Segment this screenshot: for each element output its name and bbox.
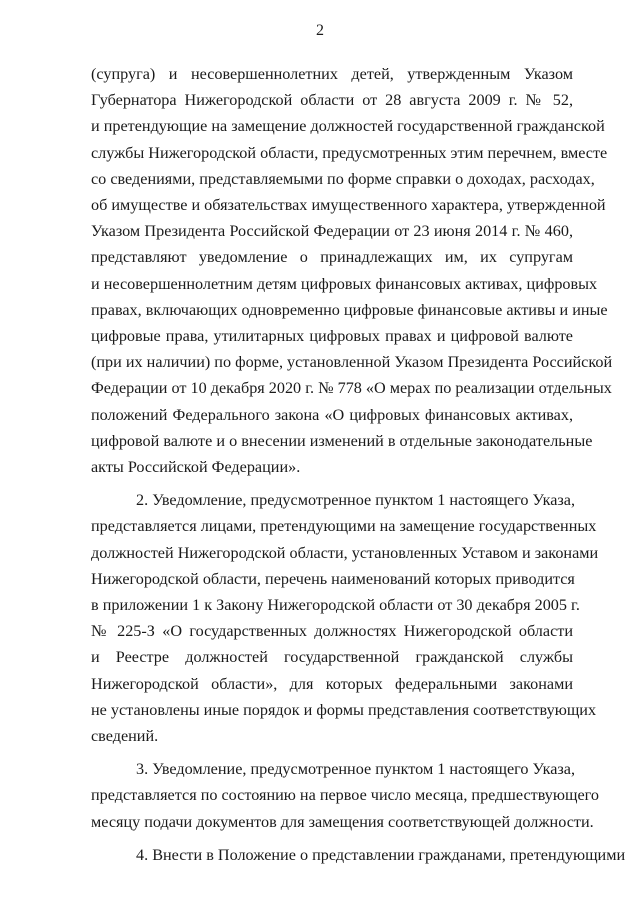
text-line: представляется по состоянию на первое число месяца, предшествующего <box>91 786 599 805</box>
paragraph <box>91 756 599 835</box>
text-line: (при их наличии) по форме, установленной Указом Президента Российской <box>91 353 613 372</box>
text-line: (супруга) и несовершеннолетних детей, утвержденным Указом <box>91 65 573 83</box>
text-line: в приложении 1 к Закону Нижегородской области от 30 декабря 2005 г. <box>91 596 580 615</box>
paragraph <box>91 61 613 480</box>
document-body <box>91 61 626 868</box>
text-line: 2. Уведомление, предусмотренное пунктом 1 настоящего Указа, <box>136 491 576 510</box>
text-line: Нижегородской области, перечень наименований которых приводится <box>91 569 575 588</box>
text-line: положений Федерального закона «О цифровых финансовых активах, <box>91 405 573 424</box>
page-number: 2 <box>316 22 324 39</box>
text-line: Федерации от 10 декабря 2020 г. № 778 «О мерах по реализации отдельных <box>91 379 612 398</box>
text-line: об имуществе и обязательствах имущественного характера, утвержденной <box>91 196 606 215</box>
text-line: представляют уведомление о принадлежащих им, их супругам <box>91 248 573 267</box>
text-line: 4. Внести в Положение о представлении гражданами, претендующими <box>136 845 626 864</box>
text-line: со сведениями, представляемыми по форме справки о доходах, расходах, <box>91 169 595 188</box>
paragraph <box>91 842 626 868</box>
text-line: и претендующие на замещение должностей государственной гражданской <box>91 117 605 136</box>
text-line: службы Нижегородской области, предусмотренных этим перечнем, вместе <box>91 143 608 162</box>
paragraph <box>91 487 599 749</box>
text-line: не установлены иные порядок и формы представления соответствующих <box>91 700 597 719</box>
text-line: акты Российской Федерации». <box>91 458 301 477</box>
text-line: 3. Уведомление, предусмотренное пунктом 1 настоящего Указа, <box>136 760 576 779</box>
text-line: Нижегородской области», для которых федеральными законами <box>91 674 573 693</box>
text-line: Указом Президента Российской Федерации от 23 июня 2014 г. № 460, <box>91 222 573 241</box>
text-line: и Реестре должностей государственной гражданской службы <box>91 648 573 667</box>
text-line: и несовершеннолетним детям цифровых финансовых активах, цифровых <box>91 274 598 293</box>
text-line: цифровой валюте и о внесении изменений в отдельные законодательные <box>91 431 593 450</box>
text-line: представляется лицами, претендующими на замещение государственных <box>91 517 597 536</box>
text-line: цифровые права, утилитарных цифровых правах и цифровой валюте <box>91 327 573 346</box>
text-line: Губернатора Нижегородской области от 28 августа 2009 г. № 52, <box>91 91 573 110</box>
text-line: правах, включающих одновременно цифровые финансовые активы и иные <box>91 300 608 319</box>
text-line: месяцу подачи документов для замещения соответствующей должности. <box>91 812 594 831</box>
text-line: сведений. <box>91 727 159 746</box>
text-line: № 225-З «О государственных должностях Нижегородской области <box>91 622 573 641</box>
text-line: должностей Нижегородской области, установленных Уставом и законами <box>91 543 599 562</box>
